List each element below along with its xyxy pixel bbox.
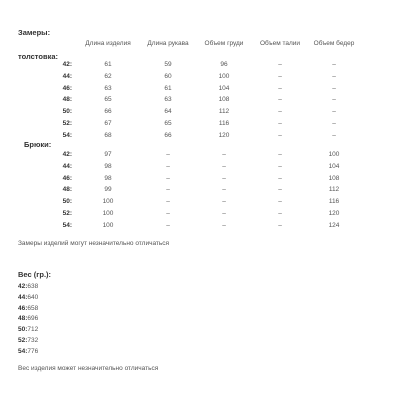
weight-size: 52: xyxy=(18,337,28,344)
table-cell: 100 xyxy=(102,210,114,217)
sweatshirt-label: толстовка: xyxy=(18,52,58,61)
table-cell: – xyxy=(278,84,282,92)
table-cell: 120 xyxy=(328,210,340,217)
table-cell: 116 xyxy=(328,198,340,206)
table-cell: – xyxy=(278,151,282,158)
table-cell: 65 xyxy=(104,96,112,104)
table-cell: 108 xyxy=(218,96,230,104)
weight-row xyxy=(18,326,38,333)
table-cell: 112 xyxy=(328,186,340,194)
size-label: 42: xyxy=(62,151,72,158)
weight-value: 658 xyxy=(27,304,39,312)
table-cell: 61 xyxy=(164,84,172,92)
size-label: 42: xyxy=(62,61,72,68)
weight-value: 732 xyxy=(27,337,39,344)
table-cell: 100 xyxy=(102,198,114,206)
size-label: 46: xyxy=(62,174,72,182)
size-label: 50: xyxy=(62,108,72,116)
table-cell: – xyxy=(166,210,170,217)
weight-size: 54: xyxy=(18,347,28,355)
size-label: 46: xyxy=(62,84,72,92)
table-cell: – xyxy=(222,186,226,194)
table-cell: 104 xyxy=(328,162,340,170)
table-cell: – xyxy=(332,72,336,80)
column-header: Объем талии xyxy=(259,40,301,47)
table-cell: 60 xyxy=(164,72,172,80)
table-cell: – xyxy=(222,198,226,206)
table-cell: – xyxy=(332,108,336,116)
table-cell: – xyxy=(278,131,282,139)
weight-size: 48: xyxy=(18,315,28,323)
table-cell: – xyxy=(222,151,226,158)
table-cell: – xyxy=(166,162,170,170)
table-cell: – xyxy=(166,198,170,206)
table-cell: 62 xyxy=(104,72,112,80)
column-header: Длина изделия xyxy=(85,40,131,47)
table-cell: 116 xyxy=(218,120,230,127)
table-cell: 99 xyxy=(104,186,112,194)
table-cell: 66 xyxy=(164,131,172,139)
table-cell: – xyxy=(332,131,336,139)
column-header: Объем бедер xyxy=(313,40,355,47)
table-cell: 68 xyxy=(104,131,112,139)
weight-size: 46: xyxy=(18,304,28,312)
table-cell: 120 xyxy=(218,131,230,139)
table-cell: – xyxy=(332,120,336,127)
table-cell: 67 xyxy=(104,120,112,127)
table-cell: 98 xyxy=(104,162,112,170)
table-cell: – xyxy=(278,120,282,127)
size-label: 48: xyxy=(62,96,72,104)
table-cell: – xyxy=(166,174,170,182)
table-cell: – xyxy=(332,84,336,92)
table-cell: 61 xyxy=(104,61,112,68)
weight-label: Вес (гр.): xyxy=(18,270,52,279)
weight-row xyxy=(18,305,38,312)
table-cell: – xyxy=(222,210,226,217)
size-label: 44: xyxy=(62,72,72,80)
table-cell: – xyxy=(166,221,170,229)
table-cell: 100 xyxy=(102,221,114,229)
table-cell: – xyxy=(278,96,282,104)
size-label: 54: xyxy=(62,131,72,139)
table-cell: – xyxy=(278,72,282,80)
size-label: 48: xyxy=(62,186,72,194)
table-cell: – xyxy=(278,221,282,229)
table-cell: – xyxy=(222,221,226,229)
weight-row xyxy=(18,283,38,290)
table-cell: 100 xyxy=(218,72,230,80)
table-cell: – xyxy=(222,174,226,182)
table-cell: – xyxy=(278,108,282,116)
weight-row xyxy=(18,337,38,344)
weight-value: 638 xyxy=(27,283,39,290)
table-cell: 59 xyxy=(164,61,172,68)
weight-size: 42: xyxy=(18,283,28,290)
measurements-label: Замеры: xyxy=(18,28,51,37)
table-cell: – xyxy=(278,210,282,217)
weight-value: 776 xyxy=(27,347,39,355)
size-label: 50: xyxy=(62,198,72,206)
table-cell: 65 xyxy=(164,120,172,127)
table-cell: 112 xyxy=(218,108,230,116)
table-cell: 66 xyxy=(104,108,112,116)
weight-row xyxy=(18,294,38,301)
weight-value: 712 xyxy=(27,326,39,334)
size-label: 52: xyxy=(62,120,72,127)
table-cell: – xyxy=(278,61,282,68)
weight-size: 44: xyxy=(18,293,28,301)
size-label: 44: xyxy=(62,162,72,170)
weight-row xyxy=(18,348,38,355)
pants-label: Брюки: xyxy=(24,140,52,149)
table-cell: 63 xyxy=(164,96,172,104)
column-header: Объем груди xyxy=(204,40,244,47)
table-cell: – xyxy=(278,162,282,170)
weight-value: 696 xyxy=(27,315,39,323)
measurements-note: Замеры изделий могут незначительно отличаться xyxy=(18,240,170,247)
table-cell: 124 xyxy=(328,221,340,229)
table-cell: – xyxy=(332,61,336,68)
table-cell: – xyxy=(332,96,336,104)
table-cell: – xyxy=(278,186,282,194)
table-cell: – xyxy=(166,151,170,158)
table-cell: – xyxy=(278,174,282,182)
weight-note: Вес изделия может незначительно отличаться xyxy=(18,365,159,372)
size-label: 54: xyxy=(62,221,72,229)
table-cell: 108 xyxy=(328,174,340,182)
table-cell: 97 xyxy=(104,151,112,158)
table-cell: 100 xyxy=(328,151,340,158)
table-cell: 63 xyxy=(104,84,112,92)
table-cell: 98 xyxy=(104,174,112,182)
table-cell: 96 xyxy=(220,61,228,68)
table-cell: – xyxy=(166,186,170,194)
weight-size: 50: xyxy=(18,326,28,334)
table-cell: 104 xyxy=(218,84,230,92)
size-label: 52: xyxy=(62,210,72,217)
table-cell: – xyxy=(222,162,226,170)
weight-value: 640 xyxy=(27,293,39,301)
column-header: Длина рукава xyxy=(147,40,189,47)
weight-row xyxy=(18,315,38,322)
table-cell: 64 xyxy=(164,108,172,116)
table-cell: – xyxy=(278,198,282,206)
